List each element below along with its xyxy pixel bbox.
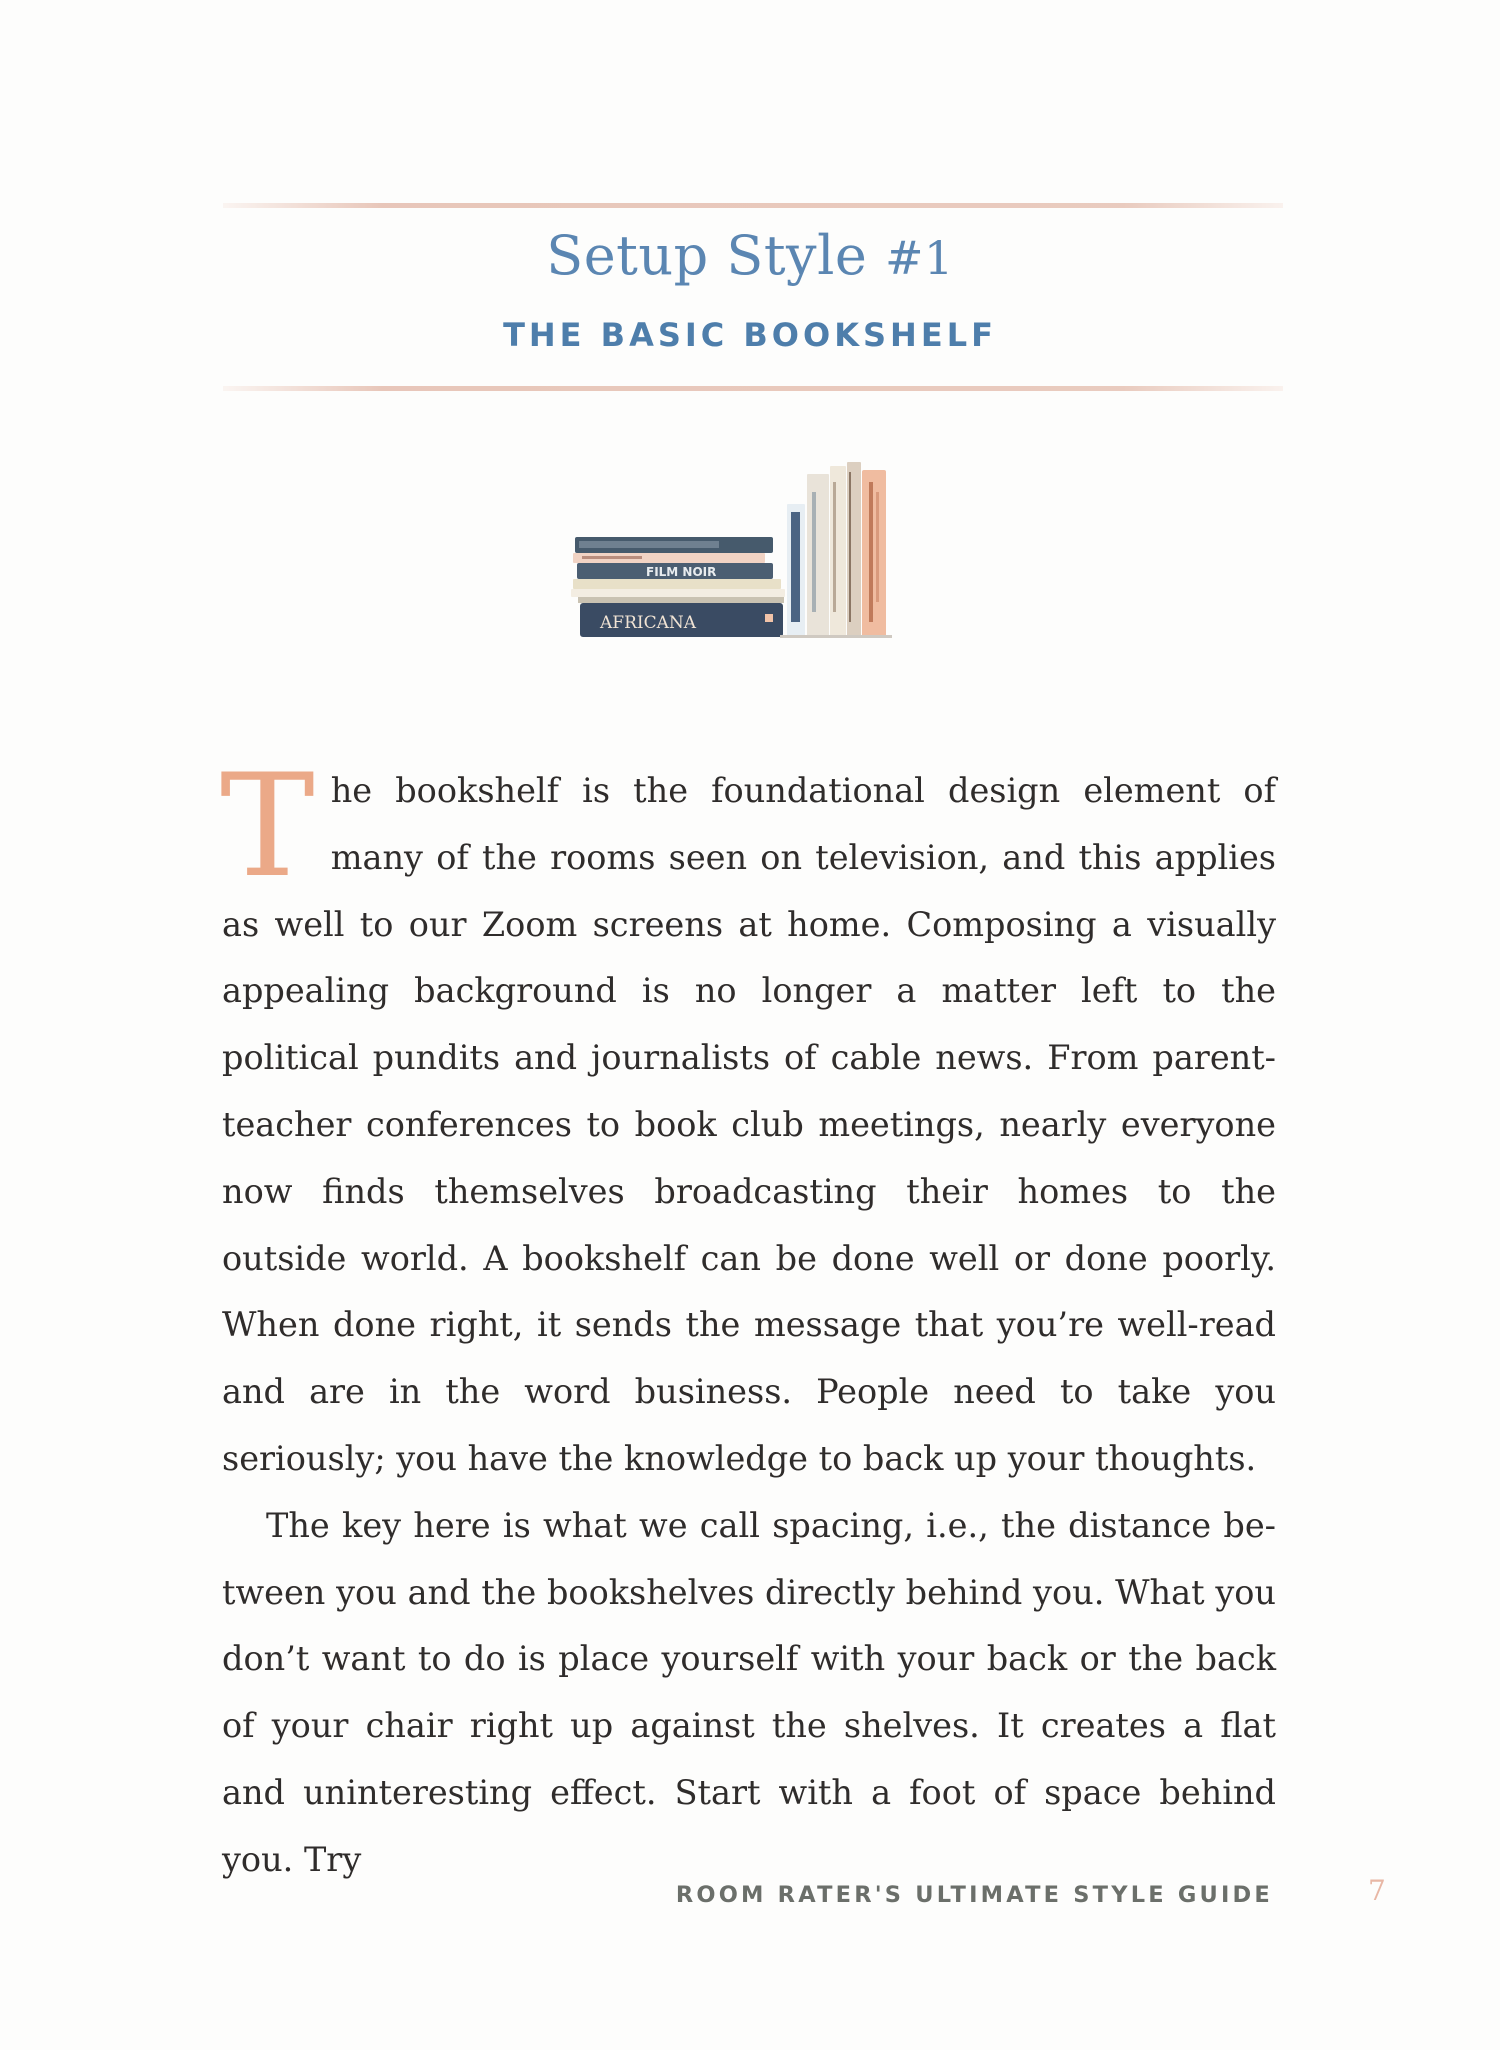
header-bottom-rule bbox=[223, 386, 1283, 391]
book-title-film-noir: FILM NOIR bbox=[646, 565, 717, 579]
drop-cap: T bbox=[220, 744, 315, 909]
book-title-africana: AFRICANA bbox=[600, 613, 697, 633]
stacked-books-illustration bbox=[560, 452, 950, 692]
paragraph-1-text: he bookshelf is the foundational design element of many of the rooms seen on television, and this applies as well to our Zoom screens at home. Composing a visually appealing background is no longer a matter left to the political pundits and journalists of cable news. From parent-teacher conferences to book club meetings, nearly everyone now finds themselves broadcasting their homes to the outside world. A bookshelf can be done well or done poorly. When done right, it sends the message that you’re well-read and are in the word business. People need to take you seriously; you have the knowledge to back up your thoughts. bbox=[222, 771, 1276, 1478]
header-top-rule bbox=[223, 203, 1283, 208]
paragraph-2: The key here is what we call spacing, i.e., the distance between you and the bookshelves directly behind you. What you don’t want to do is place yourself with your back or the back of your chair right up against the shelves. It creates a flat and uninteresting effect. Start with a foot of space behind you. Try bbox=[222, 1505, 1276, 1879]
page-title bbox=[0, 224, 1500, 287]
body-text bbox=[220, 744, 1276, 1894]
page-title-text: Setup Style bbox=[546, 224, 868, 287]
running-footer: ROOM RATER'S ULTIMATE STYLE GUIDE bbox=[675, 1882, 1273, 1908]
page-title-number: #1 bbox=[884, 231, 954, 285]
page-number: 7 bbox=[1368, 1874, 1386, 1907]
page-subtitle: THE BASIC BOOKSHELF bbox=[503, 316, 997, 354]
paragraph-1 bbox=[220, 744, 1276, 1493]
